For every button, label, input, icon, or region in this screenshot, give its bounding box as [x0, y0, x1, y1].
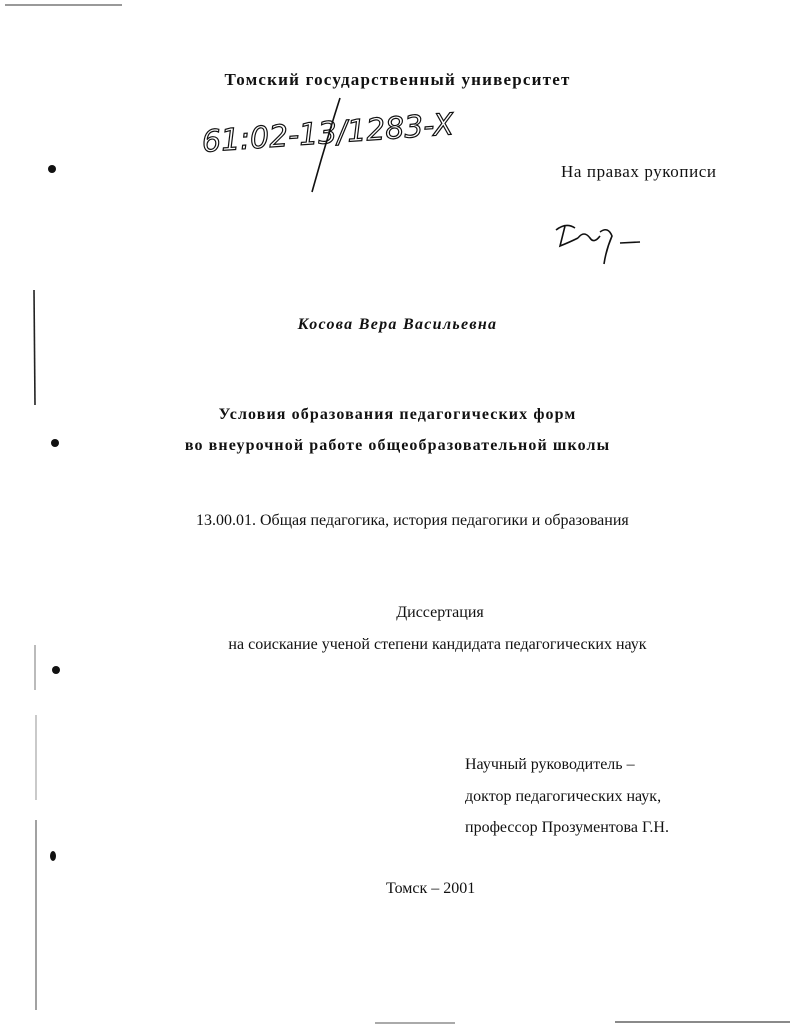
manuscript-rights-note: На правах рукописи: [561, 162, 717, 181]
margin-line-1: [34, 290, 35, 405]
dissertation-title-line-2: во внеурочной работе общеобразовательной школы: [184, 437, 611, 454]
supervisor-name: профессор Прозументова Г.Н.: [465, 819, 669, 836]
university-name: Томский государственный университет: [224, 70, 571, 89]
degree-statement: на соискание ученой степени кандидата педагогических наук: [228, 636, 647, 653]
specialty-code: 13.00.01. Общая педагогика, история педагогики и образования: [196, 512, 629, 529]
punch-hole-4: [50, 851, 56, 861]
dissertation-title-line-1: Условия образования педагогических форм: [218, 406, 577, 423]
handwritten-catalog-number: 61:02-13/1283-X: [200, 107, 455, 160]
city-year: Томск – 2001: [386, 880, 476, 897]
supervisor-degree: доктор педагогических наук,: [465, 788, 662, 805]
author-name: Косова Вера Васильевна: [297, 316, 498, 333]
signature-icon: [556, 225, 640, 264]
punch-hole-3: [52, 666, 60, 674]
dissertation-type: Диссертация: [396, 604, 484, 621]
supervisor-role: Научный руководитель –: [465, 756, 635, 773]
punch-hole-1: [48, 165, 56, 173]
